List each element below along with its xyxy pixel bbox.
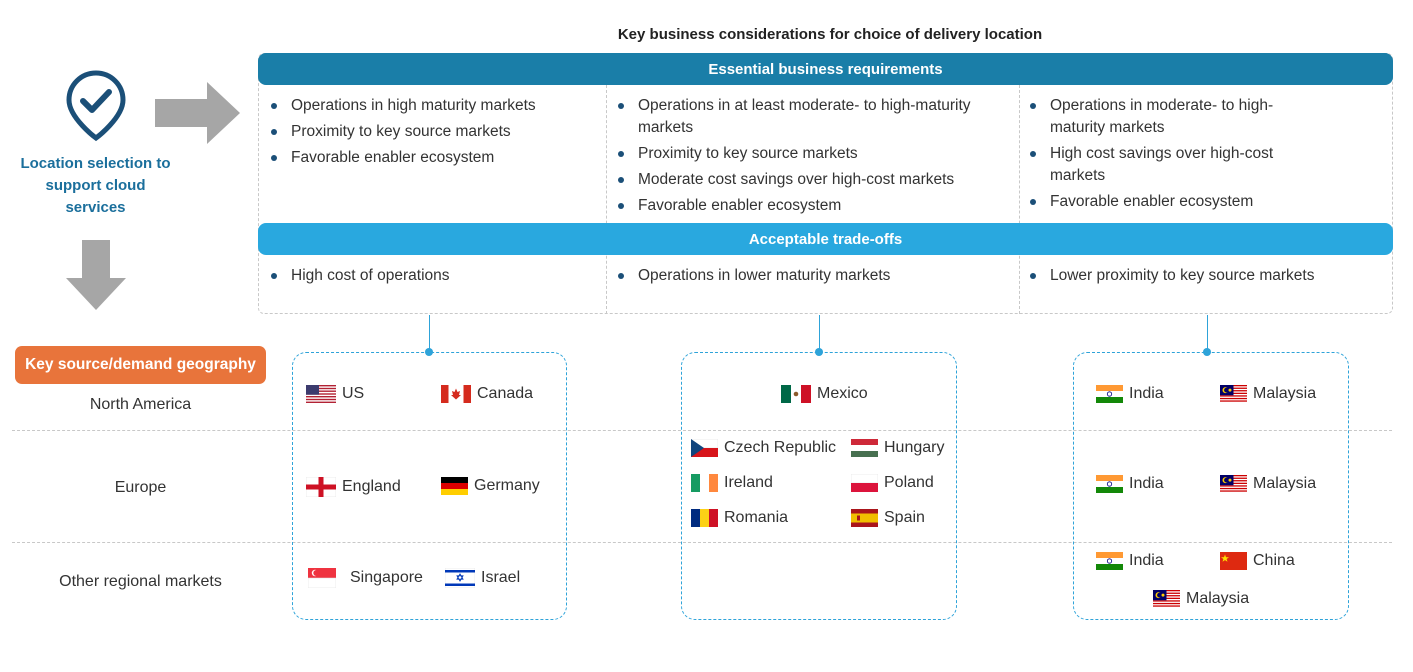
- list-item: Proximity to key source markets: [616, 143, 1011, 165]
- country-malaysia: Malaysia: [1220, 475, 1316, 493]
- list-item: Favorable enabler ecosystem: [616, 195, 1011, 217]
- country-malaysia: Malaysia: [1153, 590, 1249, 608]
- region-label-north-america: North America: [89, 396, 192, 413]
- singapore-flag-icon: [308, 568, 336, 588]
- list-item: Favorable enabler ecosystem: [1028, 191, 1328, 213]
- poland-flag-icon: [851, 474, 878, 492]
- country-canada: Canada: [441, 385, 533, 403]
- country-us: US: [306, 385, 364, 403]
- malaysia-flag-icon: [1220, 385, 1247, 403]
- country-china: China: [1220, 552, 1295, 570]
- india-flag-icon: [1096, 385, 1123, 403]
- tradeoffs-header: Acceptable trade-offs: [258, 223, 1393, 255]
- requirements-header: Essential business requirements: [258, 53, 1393, 85]
- country-malaysia: Malaysia: [1220, 385, 1316, 403]
- tradeoff-list-2: [616, 265, 1011, 291]
- location-selection-label: Location selection to support cloud services: [20, 155, 171, 216]
- country-israel: Israel: [445, 568, 520, 588]
- malaysia-flag-icon: [1153, 590, 1180, 608]
- diagram-title: Key business considerations for choice of delivery location: [617, 26, 1043, 43]
- list-item: Lower proximity to key source markets: [1028, 265, 1388, 287]
- germany-flag-icon: [441, 477, 468, 495]
- country-poland: Poland: [851, 474, 934, 492]
- india-flag-icon: [1096, 552, 1123, 570]
- country-spain: Spain: [851, 509, 925, 527]
- list-item: Operations in moderate- to high-maturity markets: [1028, 95, 1328, 139]
- spain-flag-icon: [851, 509, 878, 527]
- country-hungary: Hungary: [851, 439, 944, 457]
- israel-flag-icon: [445, 568, 475, 588]
- mexico-flag-icon: [781, 385, 811, 403]
- column-divider: [1019, 85, 1020, 314]
- connector-line: [1207, 315, 1208, 351]
- country-mexico: Mexico: [781, 385, 868, 403]
- arrow-right-icon: [155, 82, 240, 149]
- list-item: High cost of operations: [269, 265, 599, 287]
- region-label-europe: Europe: [114, 479, 167, 496]
- list-item: Proximity to key source markets: [269, 121, 599, 143]
- arrow-down-icon: [66, 240, 126, 315]
- requirements-list-1: [269, 95, 599, 173]
- country-india: India: [1096, 475, 1164, 493]
- tradeoff-list-3: [1028, 265, 1388, 291]
- requirements-list-2: [616, 95, 1011, 221]
- list-item: Moderate cost savings over high-cost markets: [616, 169, 1011, 191]
- romania-flag-icon: [691, 509, 718, 527]
- hungary-flag-icon: [851, 439, 878, 457]
- country-england: England: [306, 477, 401, 497]
- china-flag-icon: [1220, 552, 1247, 570]
- geography-header-badge: Key source/demand geography: [15, 346, 266, 384]
- list-item: Operations in high maturity markets: [269, 95, 599, 117]
- column-divider: [606, 85, 607, 314]
- ireland-flag-icon: [691, 474, 718, 492]
- malaysia-flag-icon: [1220, 475, 1247, 493]
- canada-flag-icon: [441, 385, 471, 403]
- requirements-list-3: [1028, 95, 1328, 217]
- list-item: High cost savings over high-cost markets: [1028, 143, 1328, 187]
- country-romania: Romania: [691, 509, 788, 527]
- country-czech-republic: Czech Republic: [691, 439, 836, 457]
- list-item: Operations in at least moderate- to high-maturity markets: [616, 95, 1011, 139]
- country-india: India: [1096, 552, 1164, 570]
- connector-line: [819, 315, 820, 351]
- country-india: India: [1096, 385, 1164, 403]
- czech-flag-icon: [691, 439, 718, 457]
- country-germany: Germany: [441, 477, 540, 495]
- list-item: Operations in lower maturity markets: [616, 265, 1011, 287]
- india-flag-icon: [1096, 475, 1123, 493]
- england-flag-icon: [306, 477, 336, 497]
- region-label-other: Other regional markets: [59, 573, 222, 590]
- us-flag-icon: [306, 385, 336, 403]
- tradeoff-list-1: [269, 265, 599, 291]
- country-ireland: Ireland: [691, 474, 773, 492]
- connector-line: [429, 315, 430, 351]
- location-check-pin-icon: [66, 70, 126, 142]
- list-item: Favorable enabler ecosystem: [269, 147, 599, 169]
- country-singapore: Singapore: [308, 568, 423, 588]
